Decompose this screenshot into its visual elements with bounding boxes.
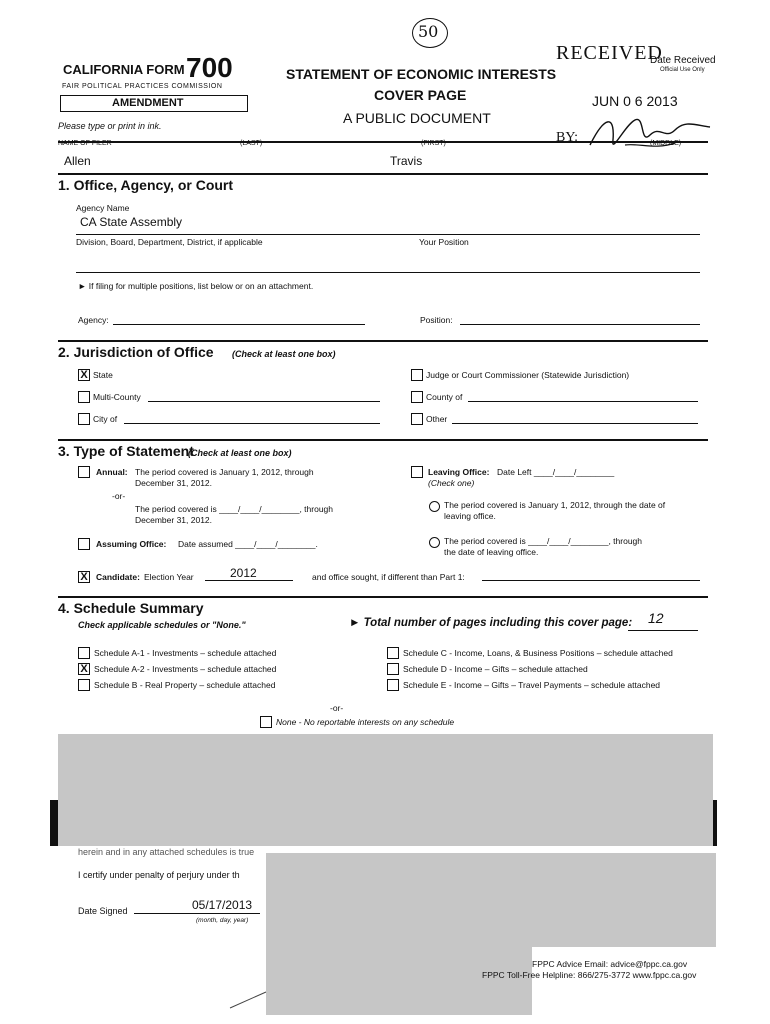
schedule-a1-label: Schedule A-1 - Investments – schedule attached <box>94 648 277 658</box>
section1-title: 1. Office, Agency, or Court <box>58 177 234 193</box>
division-line <box>76 272 700 273</box>
date-signed-label: Date Signed <box>78 906 128 916</box>
agency-line[interactable] <box>113 324 365 325</box>
county-label: County of <box>426 392 463 402</box>
assuming-label: Assuming Office: <box>96 539 167 549</box>
schedule-a2-label: Schedule A-2 - Investments – schedule attached <box>94 664 277 674</box>
filer-first-label: (FIRST) <box>421 140 446 147</box>
other-label: Other <box>426 414 448 424</box>
leaving-checkbox[interactable] <box>411 466 423 478</box>
leaving-option2a: The period covered is ____/____/________, through <box>444 536 643 546</box>
amendment-label: AMENDMENT <box>112 97 184 109</box>
section3-title: 3. Type of Statement <box>58 443 194 459</box>
received-stamp: RECEIVED <box>556 42 663 64</box>
cover-page-title: COVER PAGE <box>374 87 467 103</box>
date-format-note: (month, day, year) <box>196 917 249 924</box>
section4-subtitle: Check applicable schedules or "None." <box>78 620 246 630</box>
filer-middle-label: (MIDDLE) <box>650 140 682 147</box>
section3-subtitle: (Check at least one box) <box>188 448 292 458</box>
form-title: STATEMENT OF ECONOMIC INTERESTS <box>286 66 557 82</box>
filer-last-name[interactable]: Allen <box>64 154 91 168</box>
agency-name-value[interactable]: CA State Assembly <box>80 215 183 229</box>
other-checkbox[interactable] <box>411 413 423 425</box>
state-checkbox[interactable]: X <box>78 369 90 381</box>
none-checkbox[interactable] <box>260 716 272 728</box>
other-line[interactable] <box>452 423 698 424</box>
schedule-d-checkbox[interactable] <box>387 663 399 675</box>
annual-label: Annual: <box>96 467 128 477</box>
state-label: State <box>93 370 113 380</box>
date-received-label: Date Received <box>650 55 716 66</box>
stray-pen-mark <box>228 990 268 1010</box>
please-type-note: Please type or print in ink. <box>58 121 162 131</box>
agency-name-label: Agency Name <box>76 203 130 213</box>
section2-rule <box>58 340 708 342</box>
filer-first-name[interactable]: Travis <box>390 154 423 168</box>
city-label: City of <box>93 414 118 424</box>
schedule-b-checkbox[interactable] <box>78 679 90 691</box>
leaving-option2b: the date of leaving office. <box>444 547 539 557</box>
schedule-b-label: Schedule B - Real Property – schedule attached <box>94 680 276 690</box>
redaction-block-right <box>420 853 716 947</box>
annual-text1: The period covered is January 1, 2012, through <box>135 467 314 477</box>
election-year-value[interactable]: 2012 <box>230 566 257 580</box>
date-signed-value[interactable]: 05/17/2013 <box>192 898 253 912</box>
candidate-checkbox[interactable]: X <box>78 571 90 583</box>
schedule-c-checkbox[interactable] <box>387 647 399 659</box>
multi-county-label: Multi-County <box>93 392 141 402</box>
total-pages-value[interactable]: 12 <box>648 610 664 626</box>
received-signature <box>585 105 715 165</box>
division-label: Division, Board, Department, District, if applicable <box>76 237 263 247</box>
schedule-a2-checkbox[interactable]: X <box>78 663 90 675</box>
annual-text2: December 31, 2012. <box>135 478 213 488</box>
filer-name-label: NAME OF FILER <box>58 140 112 147</box>
leaving-option2-radio[interactable] <box>429 537 440 548</box>
candidate-office-line[interactable] <box>482 580 700 581</box>
section4-rule <box>58 596 708 598</box>
annual-text4: December 31, 2012. <box>135 515 213 525</box>
candidate-label: Candidate: <box>96 572 140 582</box>
fppc-helpline: FPPC Toll-Free Helpline: 866/275-3772 www.fppc.ca.gov <box>482 970 697 980</box>
position-line[interactable] <box>460 324 700 325</box>
schedule-e-checkbox[interactable] <box>387 679 399 691</box>
commission-name: FAIR POLITICAL PRACTICES COMMISSION <box>62 83 223 90</box>
city-line[interactable] <box>124 423 380 424</box>
public-document-title: A PUBLIC DOCUMENT <box>343 110 491 126</box>
total-pages-line <box>628 630 698 631</box>
schedule-c-label: Schedule C - Income, Loans, & Business Positions – schedule attached <box>403 648 673 658</box>
leaving-option1b: leaving office. <box>444 511 496 521</box>
your-position-label: Your Position <box>419 237 469 247</box>
schedule-d-label: Schedule D - Income – Gifts – schedule attached <box>403 664 588 674</box>
multi-county-line[interactable] <box>148 401 380 402</box>
county-line[interactable] <box>468 401 698 402</box>
redaction-edge-right <box>713 800 717 846</box>
form-name: CALIFORNIA FORM <box>63 62 185 77</box>
election-year-line <box>205 580 293 581</box>
leaving-option1-radio[interactable] <box>429 501 440 512</box>
city-checkbox[interactable] <box>78 413 90 425</box>
candidate-election-label: Election Year <box>144 572 194 582</box>
section1-rule <box>58 173 708 175</box>
assuming-text: Date assumed ____/____/________. <box>178 539 318 549</box>
section4-title: 4. Schedule Summary <box>58 600 204 616</box>
judge-checkbox[interactable] <box>411 369 423 381</box>
partial-declaration-line: herein and in any attached schedules is true <box>78 847 255 857</box>
schedule-a1-checkbox[interactable] <box>78 647 90 659</box>
filer-last-label: (LAST) <box>240 140 263 147</box>
position-label: Position: <box>420 315 453 325</box>
schedule-e-label: Schedule E - Income – Gifts – Travel Payments – schedule attached <box>403 680 661 690</box>
received-date: JUN 0 6 2013 <box>592 93 678 109</box>
judge-label: Judge or Court Commissioner (Statewide Jurisdiction) <box>426 370 630 380</box>
multiple-positions-note: ► If filing for multiple positions, list below or on an attachment. <box>78 281 314 291</box>
leaving-check-one: (Check one) <box>428 478 475 488</box>
filer-top-rule <box>58 141 708 143</box>
form-number: 700 <box>186 52 233 83</box>
certify-text: I certify under penalty of perjury under th <box>78 870 240 880</box>
redaction-block-top <box>58 734 713 846</box>
fppc-advice-email: FPPC Advice Email: advice@fppc.ca.gov <box>532 959 688 969</box>
leaving-text: Date Left ____/____/________ <box>497 467 615 477</box>
annual-checkbox[interactable] <box>78 466 90 478</box>
county-checkbox[interactable] <box>411 391 423 403</box>
leaving-option1a: The period covered is January 1, 2012, through the date of <box>444 500 666 510</box>
stamp-number: 50 <box>418 22 439 41</box>
none-label: None - No reportable interests on any schedule <box>276 717 455 727</box>
multi-county-checkbox[interactable] <box>78 391 90 403</box>
date-signed-line <box>134 913 260 914</box>
received-by: BY: <box>556 130 579 145</box>
annual-text3: The period covered is ____/____/________, through <box>135 504 334 514</box>
section3-rule <box>58 439 708 441</box>
assuming-checkbox[interactable] <box>78 538 90 550</box>
annual-or: -or- <box>112 491 126 501</box>
agency-name-line <box>76 234 700 235</box>
official-use-label: Official Use Only <box>660 67 705 73</box>
section2-subtitle: (Check at least one box) <box>232 349 336 359</box>
total-pages-label: ► Total number of pages including this cover page: <box>349 617 633 629</box>
section2-title: 2. Jurisdiction of Office <box>58 344 214 360</box>
redaction-edge-left <box>50 800 58 846</box>
agency-label: Agency: <box>78 315 109 325</box>
candidate-office-label: and office sought, if different than Part 1: <box>312 572 465 582</box>
leaving-label: Leaving Office: <box>428 467 490 477</box>
schedule-or: -or- <box>330 703 344 713</box>
